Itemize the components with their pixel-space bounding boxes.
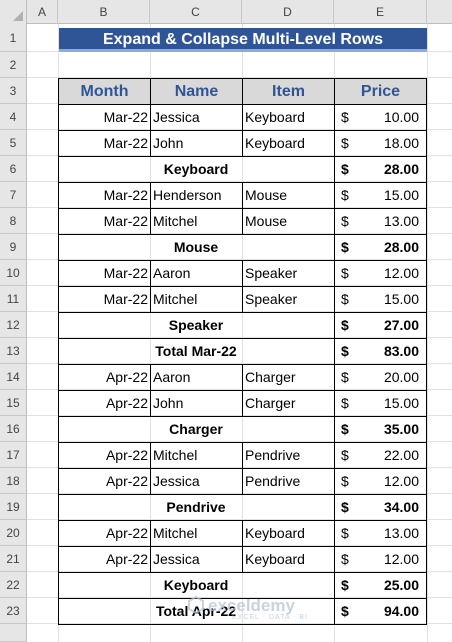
header-month[interactable]: Month — [58, 78, 151, 105]
name-cell[interactable]: Jessica — [153, 473, 200, 489]
price-cell[interactable]: 28.00 — [383, 161, 419, 177]
price-cell[interactable]: 15.00 — [383, 187, 419, 203]
name-cell[interactable]: Aaron — [153, 369, 191, 385]
row-header[interactable]: 6 — [0, 156, 27, 182]
price-cell[interactable]: 13.00 — [383, 213, 419, 229]
row-header[interactable]: 15 — [0, 390, 27, 416]
currency-symbol: $ — [341, 239, 349, 255]
column-header-e[interactable]: E — [334, 0, 427, 24]
price-cell[interactable]: 94.00 — [383, 603, 419, 619]
price-cell[interactable]: 10.00 — [383, 109, 419, 125]
select-all-corner[interactable] — [0, 0, 27, 24]
row-header[interactable]: 5 — [0, 130, 27, 156]
currency-symbol: $ — [341, 291, 349, 307]
row-header[interactable]: 14 — [0, 364, 27, 390]
column-header-a[interactable]: A — [27, 0, 58, 24]
currency-symbol: $ — [341, 473, 349, 489]
grid-column-line — [427, 24, 428, 642]
currency-symbol: $ — [341, 395, 349, 411]
row-header[interactable]: 9 — [0, 234, 27, 260]
subtotal-label[interactable]: Pendrive — [166, 499, 226, 515]
currency-symbol: $ — [341, 525, 349, 541]
name-cell[interactable]: John — [153, 135, 184, 151]
month-cell[interactable]: Apr-22 — [105, 473, 148, 489]
price-cell[interactable]: 12.00 — [383, 551, 419, 567]
currency-symbol: $ — [341, 317, 349, 333]
currency-symbol: $ — [341, 603, 349, 619]
exceldemy-logo-icon — [188, 596, 204, 614]
item-cell[interactable]: Speaker — [245, 265, 298, 281]
price-cell[interactable]: 12.00 — [383, 265, 419, 281]
month-cell[interactable]: Mar-22 — [103, 213, 148, 229]
exceldemy-watermark — [208, 596, 308, 621]
price-cell[interactable]: 12.00 — [383, 473, 419, 489]
month-cell[interactable]: Apr-22 — [105, 395, 148, 411]
name-cell[interactable]: Mitchel — [153, 447, 198, 463]
price-cell[interactable]: 13.00 — [383, 525, 419, 541]
name-cell[interactable]: John — [153, 395, 184, 411]
currency-symbol: $ — [341, 161, 349, 177]
name-cell[interactable]: Jessica — [153, 551, 200, 567]
month-cell[interactable]: Mar-22 — [103, 187, 148, 203]
row-header[interactable]: 10 — [0, 260, 27, 286]
item-cell[interactable]: Pendrive — [245, 447, 301, 463]
currency-symbol: $ — [341, 499, 349, 515]
month-cell[interactable]: Apr-22 — [105, 447, 148, 463]
month-cell[interactable]: Mar-22 — [103, 265, 148, 281]
item-cell[interactable]: Keyboard — [245, 135, 305, 151]
item-cell[interactable]: Charger — [245, 369, 296, 385]
subtotal-label[interactable]: Keyboard — [163, 577, 229, 593]
subtotal-label[interactable]: Charger — [169, 421, 223, 437]
currency-symbol: $ — [341, 551, 349, 567]
row-header[interactable]: 22 — [0, 572, 27, 598]
price-cell[interactable]: 83.00 — [383, 343, 419, 359]
currency-symbol: $ — [341, 447, 349, 463]
name-cell[interactable]: Mitchel — [153, 291, 198, 307]
row-header[interactable]: 20 — [0, 520, 27, 546]
row-header[interactable]: 11 — [0, 286, 27, 312]
name-cell[interactable]: Henderson — [153, 187, 222, 203]
subtotal-label[interactable]: Speaker — [168, 317, 224, 333]
item-cell[interactable]: Keyboard — [245, 525, 305, 541]
month-cell[interactable]: Apr-22 — [105, 525, 148, 541]
price-cell[interactable]: 22.00 — [383, 447, 419, 463]
name-cell[interactable]: Jessica — [153, 109, 200, 125]
currency-symbol: $ — [341, 187, 349, 203]
row-header[interactable]: 2 — [0, 52, 27, 78]
item-cell[interactable]: Charger — [245, 395, 296, 411]
price-cell[interactable]: 20.00 — [383, 369, 419, 385]
header-name[interactable]: Name — [150, 78, 243, 105]
currency-symbol: $ — [341, 343, 349, 359]
column-header-d[interactable]: D — [242, 0, 334, 24]
watermark-text: exceldemy — [208, 596, 295, 615]
row-header[interactable]: 13 — [0, 338, 27, 364]
currency-symbol: $ — [341, 135, 349, 151]
month-cell[interactable]: Mar-22 — [103, 291, 148, 307]
row-header[interactable]: 3 — [0, 78, 27, 104]
row-header[interactable]: 16 — [0, 416, 27, 442]
price-cell[interactable]: 34.00 — [383, 499, 419, 515]
row-header[interactable]: 21 — [0, 546, 27, 572]
item-cell[interactable]: Keyboard — [245, 551, 305, 567]
item-cell[interactable]: Mouse — [245, 187, 288, 203]
row-header[interactable] — [0, 624, 27, 642]
item-cell[interactable]: Speaker — [245, 291, 298, 307]
subtotal-label[interactable]: Keyboard — [163, 161, 229, 177]
name-cell[interactable]: Mitchel — [153, 213, 198, 229]
row-header[interactable]: 1 — [0, 24, 27, 52]
row-header[interactable]: 18 — [0, 468, 27, 494]
subtotal-label[interactable]: Total Apr-22 — [155, 603, 237, 619]
column-header-c[interactable]: C — [150, 0, 242, 24]
item-cell[interactable]: Pendrive — [245, 473, 301, 489]
month-cell[interactable]: Apr-22 — [105, 369, 148, 385]
price-cell[interactable]: 15.00 — [383, 395, 419, 411]
row-header[interactable]: 19 — [0, 494, 27, 520]
price-cell[interactable]: 18.00 — [383, 135, 419, 151]
row-header[interactable]: 8 — [0, 208, 27, 234]
header-item[interactable]: Item — [242, 78, 335, 105]
row-header[interactable]: 23 — [0, 598, 27, 624]
column-header-b[interactable]: B — [58, 0, 150, 24]
currency-symbol: $ — [341, 421, 349, 437]
month-cell[interactable]: Mar-22 — [103, 135, 148, 151]
row-header[interactable]: 12 — [0, 312, 27, 338]
row-header[interactable]: 17 — [0, 442, 27, 468]
subtotal-label[interactable]: Mouse — [173, 239, 219, 255]
currency-symbol: $ — [341, 577, 349, 593]
price-cell[interactable]: 15.00 — [383, 291, 419, 307]
header-price[interactable]: Price — [334, 78, 427, 105]
currency-symbol: $ — [341, 369, 349, 385]
month-cell[interactable]: Mar-22 — [103, 109, 148, 125]
sheet-title[interactable]: Expand & Collapse Multi-Level Rows — [59, 28, 427, 52]
currency-symbol: $ — [341, 213, 349, 229]
currency-symbol: $ — [341, 109, 349, 125]
item-cell[interactable]: Keyboard — [245, 109, 305, 125]
select-all-triangle-icon — [13, 11, 23, 21]
column-header-bar — [0, 0, 452, 24]
price-cell[interactable]: 27.00 — [383, 317, 419, 333]
subtotal-label[interactable]: Total Mar-22 — [155, 343, 237, 359]
price-cell[interactable]: 28.00 — [383, 239, 419, 255]
name-cell[interactable]: Mitchel — [153, 525, 198, 541]
currency-symbol: $ — [341, 265, 349, 281]
row-header[interactable]: 4 — [0, 104, 27, 130]
name-cell[interactable]: Aaron — [153, 265, 191, 281]
price-cell[interactable]: 35.00 — [383, 421, 419, 437]
row-header[interactable]: 7 — [0, 182, 27, 208]
month-cell[interactable]: Apr-22 — [105, 551, 148, 567]
price-cell[interactable]: 25.00 — [383, 577, 419, 593]
watermark-tagline: EXCEL · DATA · BI — [232, 614, 308, 621]
item-cell[interactable]: Mouse — [245, 213, 288, 229]
